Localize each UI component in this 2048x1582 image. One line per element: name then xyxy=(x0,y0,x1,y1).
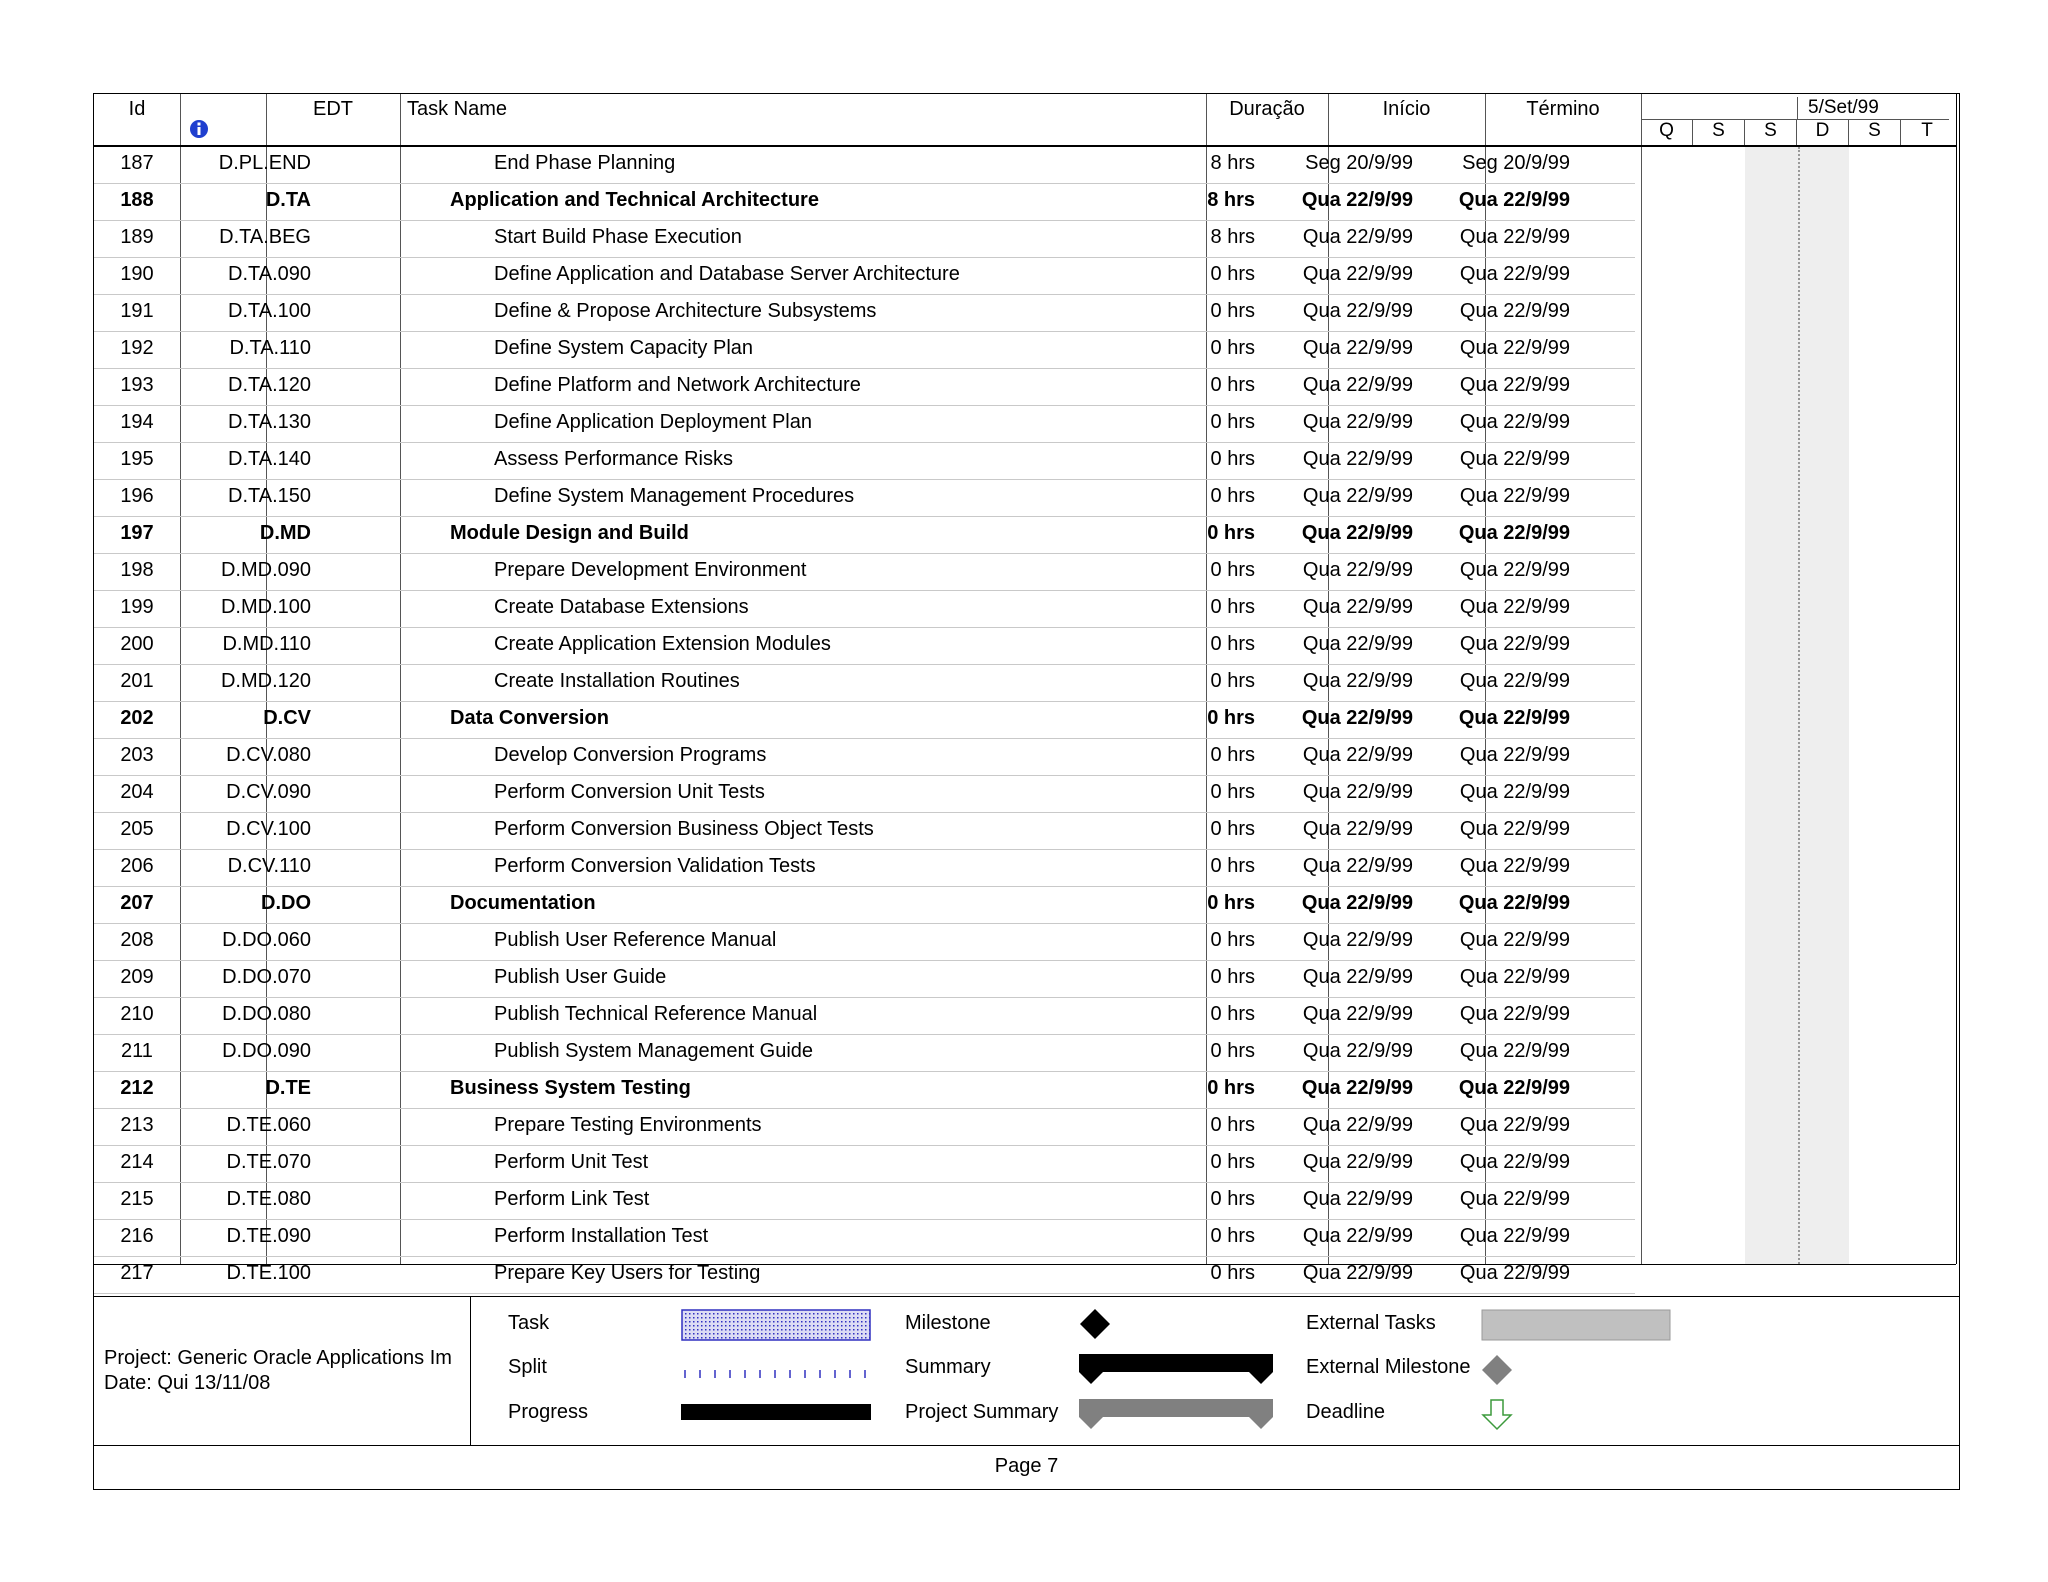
task-id: 208 xyxy=(120,929,154,951)
task-duration: 0 hrs xyxy=(1210,670,1255,692)
task-id: 196 xyxy=(120,485,154,507)
legend-external-tasks-label: External Tasks xyxy=(1306,1312,1436,1334)
header-inicio: Início xyxy=(1382,98,1431,120)
header-edt: EDT xyxy=(313,98,353,120)
task-name: Define Application and Database Server Architecture xyxy=(494,263,960,285)
task-finish: Qua 22/9/99 xyxy=(1458,892,1570,914)
task-finish: Qua 22/9/99 xyxy=(1459,1262,1570,1284)
task-start: Qua 22/9/99 xyxy=(1302,263,1413,285)
task-edt: D.DO.060 xyxy=(222,929,311,951)
task-edt: D.TE.100 xyxy=(226,1262,311,1284)
task-id: 200 xyxy=(120,633,154,655)
task-id: 217 xyxy=(120,1262,154,1284)
header-indicators xyxy=(180,94,266,145)
task-edt: D.TE.080 xyxy=(226,1188,311,1210)
task-finish: Qua 22/9/99 xyxy=(1459,744,1570,766)
task-duration: 0 hrs xyxy=(1210,485,1255,507)
task-id: 202 xyxy=(120,707,154,729)
task-name: Define System Management Procedures xyxy=(494,485,855,507)
header-task-name: Task Name xyxy=(407,98,508,120)
summary-task-row[interactable] xyxy=(94,517,1635,554)
task-finish: Seg 20/9/99 xyxy=(1462,152,1570,174)
task-duration: 0 hrs xyxy=(1210,966,1255,988)
task-start: Qua 22/9/99 xyxy=(1302,781,1413,803)
task-edt: D.MD xyxy=(259,522,311,544)
task-id: 212 xyxy=(120,1077,154,1099)
task-finish: Qua 22/9/99 xyxy=(1459,485,1570,507)
task-finish: Qua 22/9/99 xyxy=(1459,1040,1570,1062)
task-start: Qua 22/9/99 xyxy=(1302,1188,1413,1210)
timescale-day: S xyxy=(1849,120,1901,145)
task-start: Qua 22/9/99 xyxy=(1302,929,1413,951)
gantt-page-frame xyxy=(93,93,1960,1490)
task-duration: 0 hrs xyxy=(1210,1040,1255,1062)
task-name: Business System Testing xyxy=(450,1077,691,1099)
task-start: Qua 22/9/99 xyxy=(1302,744,1413,766)
task-row[interactable] xyxy=(94,1257,1635,1294)
task-row[interactable] xyxy=(94,443,1635,480)
task-row[interactable] xyxy=(94,258,1635,295)
task-duration: 0 hrs xyxy=(1210,559,1255,581)
task-id: 199 xyxy=(120,596,154,618)
task-finish: Qua 22/9/99 xyxy=(1458,707,1570,729)
legend-top-border xyxy=(94,1296,1959,1297)
task-row[interactable] xyxy=(94,1146,1635,1183)
task-finish: Qua 22/9/99 xyxy=(1459,374,1570,396)
task-finish: Qua 22/9/99 xyxy=(1459,633,1570,655)
task-row[interactable] xyxy=(94,998,1635,1035)
task-name: End Phase Planning xyxy=(494,152,676,174)
task-row[interactable] xyxy=(94,1220,1635,1257)
task-name: Perform Installation Test xyxy=(494,1225,709,1247)
task-finish: Qua 22/9/99 xyxy=(1459,855,1570,877)
task-edt: D.CV.080 xyxy=(226,744,311,766)
task-name: Publish User Guide xyxy=(494,966,667,988)
task-name: Documentation xyxy=(450,892,596,914)
task-row[interactable] xyxy=(94,813,1635,850)
task-name: Define System Capacity Plan xyxy=(494,337,754,359)
project-date: Date: Qui 13/11/08 xyxy=(104,1372,271,1394)
task-edt: D.TA.140 xyxy=(228,448,311,470)
task-duration: 0 hrs xyxy=(1210,1262,1255,1284)
task-id: 213 xyxy=(120,1114,154,1136)
task-start: Qua 22/9/99 xyxy=(1302,1003,1413,1025)
header-id: Id xyxy=(128,98,146,120)
task-start: Qua 22/9/99 xyxy=(1302,226,1413,248)
task-name: Assess Performance Risks xyxy=(494,448,733,470)
legend-summary-bar xyxy=(1079,1354,1273,1386)
task-id: 198 xyxy=(120,559,154,581)
task-duration: 0 hrs xyxy=(1207,707,1255,729)
task-row[interactable] xyxy=(94,924,1635,961)
task-edt: D.MD.100 xyxy=(220,596,311,618)
task-duration: 0 hrs xyxy=(1210,633,1255,655)
task-finish: Qua 22/9/99 xyxy=(1459,929,1570,951)
legend-external-milestone-diamond xyxy=(1481,1354,1513,1386)
timescale-day: S xyxy=(1693,120,1745,145)
task-start: Qua 22/9/99 xyxy=(1302,1114,1413,1136)
legend-milestone-label: Milestone xyxy=(905,1312,991,1334)
task-start: Qua 22/9/99 xyxy=(1302,855,1413,877)
task-start: Qua 22/9/99 xyxy=(1301,1077,1413,1099)
legend-deadline-arrow-icon xyxy=(1481,1399,1513,1431)
task-duration: 0 hrs xyxy=(1210,1188,1255,1210)
task-duration: 0 hrs xyxy=(1207,1077,1255,1099)
task-edt: D.TE.090 xyxy=(226,1225,311,1247)
task-name: Data Conversion xyxy=(450,707,609,729)
task-id: 195 xyxy=(120,448,154,470)
task-start: Qua 22/9/99 xyxy=(1302,374,1413,396)
task-start: Qua 22/9/99 xyxy=(1302,300,1413,322)
task-start: Qua 22/9/99 xyxy=(1302,559,1413,581)
task-row[interactable] xyxy=(94,739,1635,776)
task-finish: Qua 22/9/99 xyxy=(1459,226,1570,248)
task-edt: D.CV.090 xyxy=(226,781,311,803)
task-duration: 0 hrs xyxy=(1210,1114,1255,1136)
col-divider xyxy=(1956,94,1957,1264)
task-finish: Qua 22/9/99 xyxy=(1459,596,1570,618)
task-edt: D.TA.BEG xyxy=(219,226,311,248)
task-id: 209 xyxy=(120,966,154,988)
task-finish: Qua 22/9/99 xyxy=(1459,1114,1570,1136)
legend-task-label: Task xyxy=(508,1312,550,1334)
task-row[interactable] xyxy=(94,776,1635,813)
task-duration: 0 hrs xyxy=(1210,855,1255,877)
task-start: Qua 22/9/99 xyxy=(1301,892,1413,914)
task-start: Qua 22/9/99 xyxy=(1302,448,1413,470)
task-finish: Qua 22/9/99 xyxy=(1459,966,1570,988)
task-finish: Qua 22/9/99 xyxy=(1459,818,1570,840)
task-duration: 0 hrs xyxy=(1207,522,1255,544)
timescale-week-label: 5/Set/99 xyxy=(1797,97,1949,119)
task-start: Qua 22/9/99 xyxy=(1302,670,1413,692)
task-row[interactable] xyxy=(94,1183,1635,1220)
task-duration: 0 hrs xyxy=(1210,929,1255,951)
legend-progress-label: Progress xyxy=(508,1401,589,1423)
task-row[interactable] xyxy=(94,147,1635,184)
task-name: Perform Conversion Business Object Tests xyxy=(494,818,874,840)
task-name: Perform Conversion Validation Tests xyxy=(494,855,816,877)
header-duracao: Duração xyxy=(1229,98,1305,120)
task-name: Develop Conversion Programs xyxy=(494,744,767,766)
task-id: 214 xyxy=(120,1151,154,1173)
task-duration: 0 hrs xyxy=(1210,411,1255,433)
task-edt: D.CV.110 xyxy=(227,855,311,877)
task-name: Application and Technical Architecture xyxy=(450,189,819,211)
task-name: Prepare Key Users for Testing xyxy=(494,1262,761,1284)
task-duration: 0 hrs xyxy=(1210,781,1255,803)
header-termino: Término xyxy=(1526,98,1600,120)
task-row[interactable] xyxy=(94,406,1635,443)
current-date-line xyxy=(1798,147,1800,1264)
task-row[interactable] xyxy=(94,369,1635,406)
info-icon xyxy=(189,119,209,139)
task-id: 191 xyxy=(120,300,154,322)
legend-split-marks xyxy=(681,1369,871,1379)
task-start: Qua 22/9/99 xyxy=(1301,522,1413,544)
table-bottom-border xyxy=(94,1264,1956,1265)
task-row[interactable] xyxy=(94,1109,1635,1146)
task-id: 210 xyxy=(120,1003,154,1025)
legend-summary-label: Summary xyxy=(905,1356,991,1378)
task-finish: Qua 22/9/99 xyxy=(1459,670,1570,692)
task-edt: D.DO xyxy=(261,892,311,914)
task-row[interactable] xyxy=(94,961,1635,998)
task-duration: 0 hrs xyxy=(1210,1003,1255,1025)
task-finish: Qua 22/9/99 xyxy=(1458,189,1570,211)
legend-milestone-diamond xyxy=(1079,1308,1111,1340)
task-finish: Qua 22/9/99 xyxy=(1459,411,1570,433)
task-table xyxy=(94,147,1635,1294)
task-name: Module Design and Build xyxy=(450,522,689,544)
task-id: 187 xyxy=(120,152,154,174)
task-edt: D.PL.END xyxy=(218,152,311,174)
summary-task-row[interactable] xyxy=(94,887,1635,924)
task-duration: 8 hrs xyxy=(1207,189,1255,211)
task-id: 188 xyxy=(120,189,154,211)
task-name: Create Application Extension Modules xyxy=(494,633,831,655)
task-start: Qua 22/9/99 xyxy=(1302,1225,1413,1247)
task-finish: Qua 22/9/99 xyxy=(1459,1188,1570,1210)
task-id: 216 xyxy=(120,1225,154,1247)
task-duration: 0 hrs xyxy=(1210,300,1255,322)
task-edt: D.TA.090 xyxy=(228,263,311,285)
task-name: Perform Conversion Unit Tests xyxy=(494,781,765,803)
task-duration: 0 hrs xyxy=(1210,1151,1255,1173)
task-name: Define Platform and Network Architecture xyxy=(494,374,861,396)
task-duration: 0 hrs xyxy=(1210,448,1255,470)
task-id: 190 xyxy=(120,263,154,285)
task-id: 203 xyxy=(120,744,154,766)
task-edt: D.TA.130 xyxy=(228,411,311,433)
task-edt: D.MD.110 xyxy=(222,633,311,655)
task-name: Perform Unit Test xyxy=(494,1151,649,1173)
task-finish: Qua 22/9/99 xyxy=(1459,300,1570,322)
task-edt: D.TA.110 xyxy=(229,337,311,359)
legend-split-label: Split xyxy=(508,1356,547,1378)
task-duration: 0 hrs xyxy=(1207,892,1255,914)
legend-project-summary-label: Project Summary xyxy=(905,1401,1059,1423)
task-edt: D.TE.070 xyxy=(226,1151,311,1173)
page-number: Page 7 xyxy=(994,1455,1059,1477)
task-start: Qua 22/9/99 xyxy=(1302,633,1413,655)
summary-task-row[interactable] xyxy=(94,1072,1635,1109)
legend-external-tasks-bar xyxy=(1481,1309,1671,1341)
task-row[interactable] xyxy=(94,1035,1635,1072)
timescale-day: Q xyxy=(1641,120,1693,145)
task-id: 205 xyxy=(120,818,154,840)
task-id: 192 xyxy=(120,337,154,359)
task-duration: 8 hrs xyxy=(1210,226,1255,248)
task-edt: D.DO.080 xyxy=(222,1003,311,1025)
task-duration: 0 hrs xyxy=(1210,596,1255,618)
task-name: Create Database Extensions xyxy=(494,596,749,618)
task-id: 215 xyxy=(120,1188,154,1210)
gantt-chart-area xyxy=(1641,94,1955,1264)
task-start: Qua 22/9/99 xyxy=(1302,337,1413,359)
task-finish: Qua 22/9/99 xyxy=(1458,522,1570,544)
timescale-day: D xyxy=(1797,120,1849,145)
task-edt: D.TA.120 xyxy=(228,374,311,396)
task-duration: 0 hrs xyxy=(1210,263,1255,285)
task-edt: D.CV.100 xyxy=(226,818,311,840)
legend-external-milestone-label: External Milestone xyxy=(1306,1356,1471,1378)
task-id: 194 xyxy=(120,411,154,433)
task-id: 197 xyxy=(120,522,154,544)
task-finish: Qua 22/9/99 xyxy=(1459,448,1570,470)
task-row[interactable] xyxy=(94,332,1635,369)
task-name: Create Installation Routines xyxy=(494,670,740,692)
task-edt: D.TE xyxy=(265,1077,311,1099)
task-duration: 0 hrs xyxy=(1210,374,1255,396)
legend-deadline-label: Deadline xyxy=(1306,1401,1385,1423)
task-edt: D.TA xyxy=(265,189,311,211)
task-finish: Qua 22/9/99 xyxy=(1459,1003,1570,1025)
legend-bottom-border xyxy=(94,1445,1959,1446)
task-row[interactable] xyxy=(94,295,1635,332)
task-start: Qua 22/9/99 xyxy=(1302,818,1413,840)
task-edt: D.CV xyxy=(263,707,311,729)
task-start: Qua 22/9/99 xyxy=(1301,707,1413,729)
task-duration: 0 hrs xyxy=(1210,818,1255,840)
task-start: Qua 22/9/99 xyxy=(1302,485,1413,507)
task-name: Prepare Testing Environments xyxy=(494,1114,762,1136)
task-row[interactable] xyxy=(94,221,1635,258)
task-row[interactable] xyxy=(94,628,1635,665)
task-name: Define Application Deployment Plan xyxy=(494,411,812,433)
task-finish: Qua 22/9/99 xyxy=(1459,781,1570,803)
weekend-shading xyxy=(1745,147,1849,1264)
task-finish: Qua 22/9/99 xyxy=(1458,1077,1570,1099)
task-edt: D.MD.120 xyxy=(220,670,311,692)
task-start: Qua 22/9/99 xyxy=(1301,189,1413,211)
task-start: Qua 22/9/99 xyxy=(1302,1040,1413,1062)
task-id: 207 xyxy=(120,892,154,914)
task-name: Publish User Reference Manual xyxy=(494,929,777,951)
task-name: Publish System Management Guide xyxy=(494,1040,814,1062)
task-id: 193 xyxy=(120,374,154,396)
task-start: Qua 22/9/99 xyxy=(1302,966,1413,988)
task-row[interactable] xyxy=(94,554,1635,591)
task-name: Publish Technical Reference Manual xyxy=(494,1003,818,1025)
task-finish: Qua 22/9/99 xyxy=(1459,337,1570,359)
task-name: Define & Propose Architecture Subsystems xyxy=(494,300,877,322)
summary-task-row[interactable] xyxy=(94,702,1635,739)
task-start: Qua 22/9/99 xyxy=(1302,411,1413,433)
legend-project-summary-bar xyxy=(1079,1399,1273,1431)
task-start: Seg 20/9/99 xyxy=(1305,152,1413,174)
task-row[interactable] xyxy=(94,850,1635,887)
legend-progress-bar xyxy=(681,1404,871,1420)
task-row[interactable] xyxy=(94,480,1635,517)
task-edt: D.TE.060 xyxy=(226,1114,311,1136)
timescale-top-tier xyxy=(1641,94,1949,120)
task-start: Qua 22/9/99 xyxy=(1302,1151,1413,1173)
task-id: 189 xyxy=(120,226,154,248)
task-name: Prepare Development Environment xyxy=(494,559,807,581)
task-finish: Qua 22/9/99 xyxy=(1459,1151,1570,1173)
legend-task-bar xyxy=(681,1309,871,1341)
summary-task-row[interactable] xyxy=(94,184,1635,221)
task-name: Perform Link Test xyxy=(494,1188,650,1210)
task-start: Qua 22/9/99 xyxy=(1302,596,1413,618)
task-id: 204 xyxy=(120,781,154,803)
task-finish: Qua 22/9/99 xyxy=(1459,559,1570,581)
task-finish: Qua 22/9/99 xyxy=(1459,1225,1570,1247)
task-duration: 0 hrs xyxy=(1210,1225,1255,1247)
task-finish: Qua 22/9/99 xyxy=(1459,263,1570,285)
task-id: 211 xyxy=(121,1040,153,1062)
task-edt: D.MD.090 xyxy=(220,559,311,581)
legend-divider xyxy=(470,1296,471,1445)
timescale-day: T xyxy=(1921,120,1933,141)
task-row[interactable] xyxy=(94,665,1635,702)
task-edt: D.DO.070 xyxy=(222,966,311,988)
project-name: Project: Generic Oracle Applications Im xyxy=(104,1347,452,1369)
task-duration: 0 hrs xyxy=(1210,337,1255,359)
task-edt: D.TA.100 xyxy=(228,300,311,322)
task-id: 201 xyxy=(120,670,154,692)
task-edt: D.TA.150 xyxy=(228,485,311,507)
task-duration: 8 hrs xyxy=(1210,152,1255,174)
task-id: 206 xyxy=(120,855,154,877)
task-start: Qua 22/9/99 xyxy=(1302,1262,1413,1284)
task-edt: D.DO.090 xyxy=(222,1040,311,1062)
task-name: Start Build Phase Execution xyxy=(494,226,742,248)
timescale-day: S xyxy=(1745,120,1797,145)
task-row[interactable] xyxy=(94,591,1635,628)
task-duration: 0 hrs xyxy=(1210,744,1255,766)
